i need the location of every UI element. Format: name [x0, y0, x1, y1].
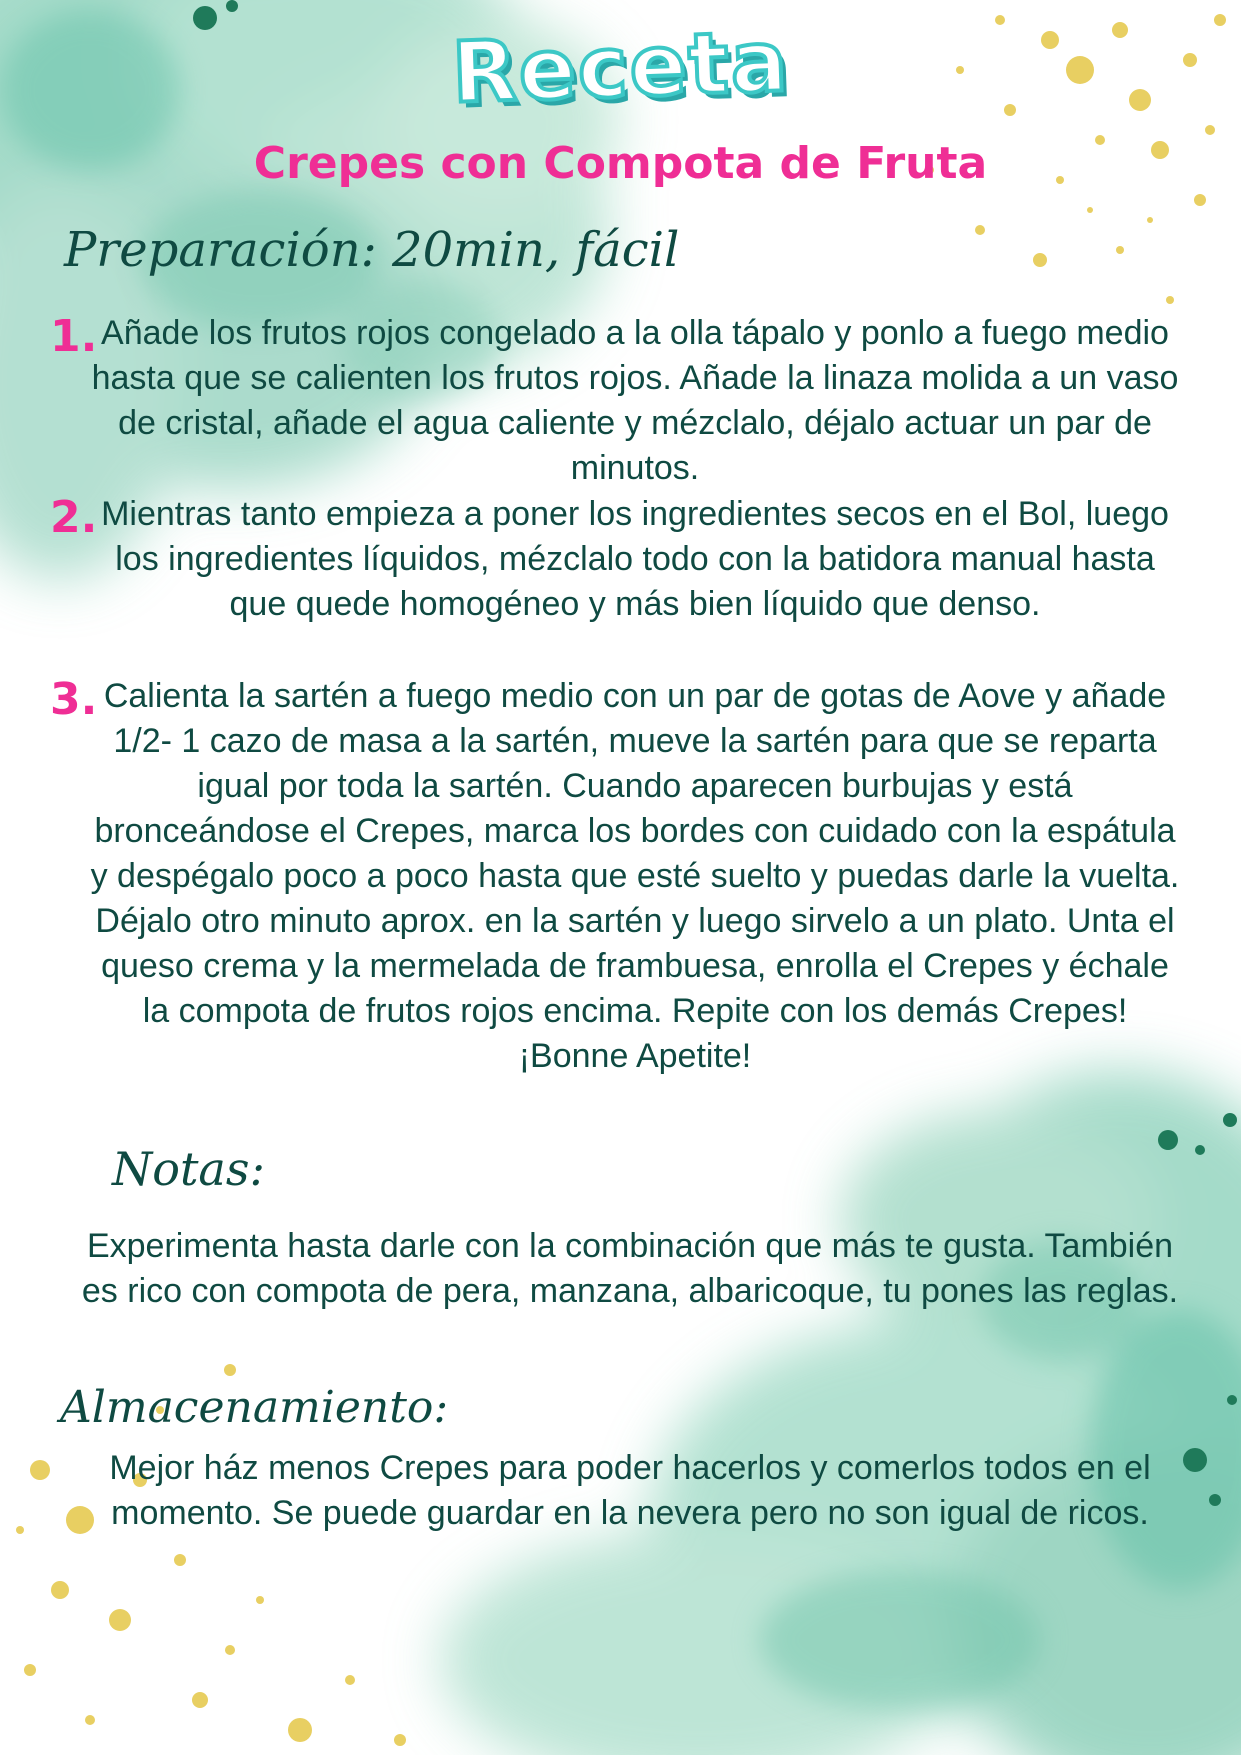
step-1: [40, 311, 1180, 491]
recipe-subtitle: Crepes con Compota de Fruta: [253, 138, 988, 189]
step-text: Mientras tanto empieza a poner los ingredientes secos en el Bol, luego los ingredientes líquidos, mézclalo todo con la batidora manual hasta que quede homogéneo y más bien líquido que denso.: [101, 495, 1169, 623]
preparation-info: Preparación: 20min, fácil: [64, 222, 680, 278]
step-number: 3.: [50, 674, 98, 725]
notes-text: Experimenta hasta darle con la combinación que más te gusta. También es rico con compota de pera, manzana, albaricoque, tu pones las reglas.: [81, 1227, 1179, 1310]
storage-text: Mejor ház menos Crepes para poder hacerlos y comerlos todos en el momento. Se puede guardar en la nevera pero no son igual de ricos.: [109, 1449, 1151, 1532]
step-2: [40, 492, 1180, 627]
step-3: [40, 674, 1180, 1079]
step-text: Calienta la sartén a fuego medio con un par de gotas de Aove y añade 1/2- 1 cazo de masa a la sartén, mueve la sartén para que se reparta igual por toda la sartén. Cuando aparecen burbujas y está bronceándose el Crepes, marca los bordes con cuidado con la espátula y despégalo poco a poco hasta que esté suelto y puedas darle la vuelta. Déjalo otro minuto aprox. en la sartén y luego sirvelo a un plato. Unta el queso crema y la mermelada de frambuesa, enrolla el Crepes y échale la compota de frutos rojos encima. Repite con los demás Crepes! ¡Bonne Apetite!: [90, 677, 1180, 1075]
storage-heading: Almacenamiento:: [60, 1382, 449, 1433]
notes-heading: Notas:: [112, 1142, 265, 1196]
recipe-title: Receta: [450, 12, 791, 122]
step-number: 2.: [50, 492, 98, 543]
step-number: 1.: [50, 311, 98, 362]
step-text: Añade los frutos rojos congelado a la olla tápalo y ponlo a fuego medio hasta que se calienten los frutos rojos. Añade la linaza molida a un vaso de cristal, añade el agua caliente y mézclalo, déjalo actuar un par de minutos.: [91, 314, 1179, 487]
title-block: [0, 12, 1241, 122]
